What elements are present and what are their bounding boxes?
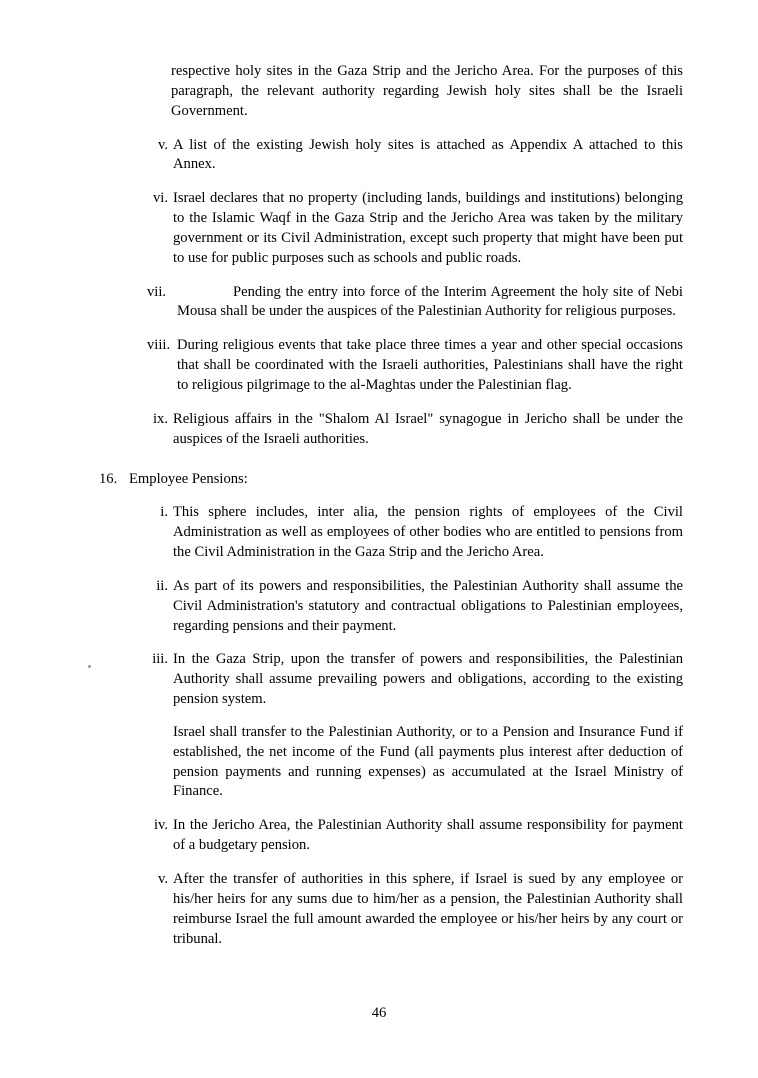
list-marker: ix. [153,410,168,427]
list-marker: v. [158,871,168,887]
list-item [75,336,683,396]
list-item-body [173,136,683,176]
list-marker: vii. [147,283,167,300]
paragraph: This sphere includes, inter alia, the pension rights of employees of the Civil Administration as well as employees of other bodies who are entitled to pensions from the Civil Administration in the Gaza Strip and the Jericho Area. [173,504,683,561]
list-item [75,136,683,176]
list-item [75,410,683,450]
scan-artifact-dot [88,665,91,668]
numbered-section-heading [75,470,683,490]
list-item [75,870,683,949]
section-title: Employee Pensions: [129,470,248,487]
paragraph: In the Gaza Strip, upon the transfer of powers and responsibilities, the Palestinian Authority shall assume prevailing powers and obligations, according to the existing pension system. [173,651,683,708]
paragraph: Israel shall transfer to the Palestinian Authority, or to a Pension and Insurance Fund if established, the net income of the Fund (all payments plus interest after deduction of pension payments and running expenses) as accumulated at the Israel Ministry of Finance. [173,723,683,800]
list-item-body [173,189,683,268]
list-item [75,816,683,856]
paragraph: Religious affairs in the "Shalom Al Israel" synagogue in Jericho shall be under the auspices of the Israeli authorities. [173,410,683,447]
list-marker: viii. [147,337,171,354]
list-item [75,189,683,268]
paragraph: As part of its powers and responsibilities, the Palestinian Authority shall assume the Civil Administration's statutory and contractual obligations to Palestinian employees, regarding pensions and their payment. [173,577,683,634]
list-marker: v. [158,136,168,153]
list-item [75,577,683,637]
list-item-body [173,410,683,450]
list-marker: ii. [156,577,168,594]
list-item [75,283,683,323]
section-number: 16. [99,470,118,487]
paragraph: Pending the entry into force of the Interim Agreement the holy site of Nebi Mousa shall be under the auspices of the Palestinian Authority for religious purposes. [177,283,683,320]
list-marker: i. [160,504,168,521]
list-item [75,503,683,563]
paragraph: After the transfer of authorities in this sphere, if Israel is sued by any employee or his/her heirs for any sums due to him/her as a pension, the Palestinian Authority shall reimburse Israel the full amount awarded the employee or his/her heirs by any court or tribunal. [173,871,683,947]
list-marker: vi. [153,190,168,207]
list-item-body [173,650,683,802]
list-item-body [177,283,683,323]
paragraph: A list of the existing Jewish holy sites is attached as Appendix A attached to this Annex. [173,136,683,173]
paragraph: Israel declares that no property (including lands, buildings and institutions) belonging to the Islamic Waqf in the Gaza Strip and the Jericho Area was taken by the military government or its Civil Administration, except such property that might have been put to use for public purposes such as schools and public roads. [173,190,683,266]
page-number: 46 [371,1005,387,1021]
list-item-body [173,870,683,949]
list-item-body [173,577,683,637]
list-item-body [177,336,683,396]
continuation-paragraph: respective holy sites in the Gaza Strip and the Jericho Area. For the purposes of this paragraph, the relevant authority regarding Jewish holy sites shall be the Israeli Government. [171,63,683,119]
list-marker: iii. [152,651,168,668]
list-item-body [173,503,683,563]
document-body [75,62,683,949]
paragraph: In the Jericho Area, the Palestinian Authority shall assume responsibility for payment of a budgetary pension. [173,817,683,854]
list-item-body [173,816,683,856]
paragraph: During religious events that take place three times a year and other special occasions that shall be coordinated with the Israeli authorities, Palestinians shall have the right to religious pilgrimage to the al-Maghtas under the Palestinian flag. [177,337,683,393]
list-marker: iv. [153,817,168,834]
list-item [75,650,683,802]
